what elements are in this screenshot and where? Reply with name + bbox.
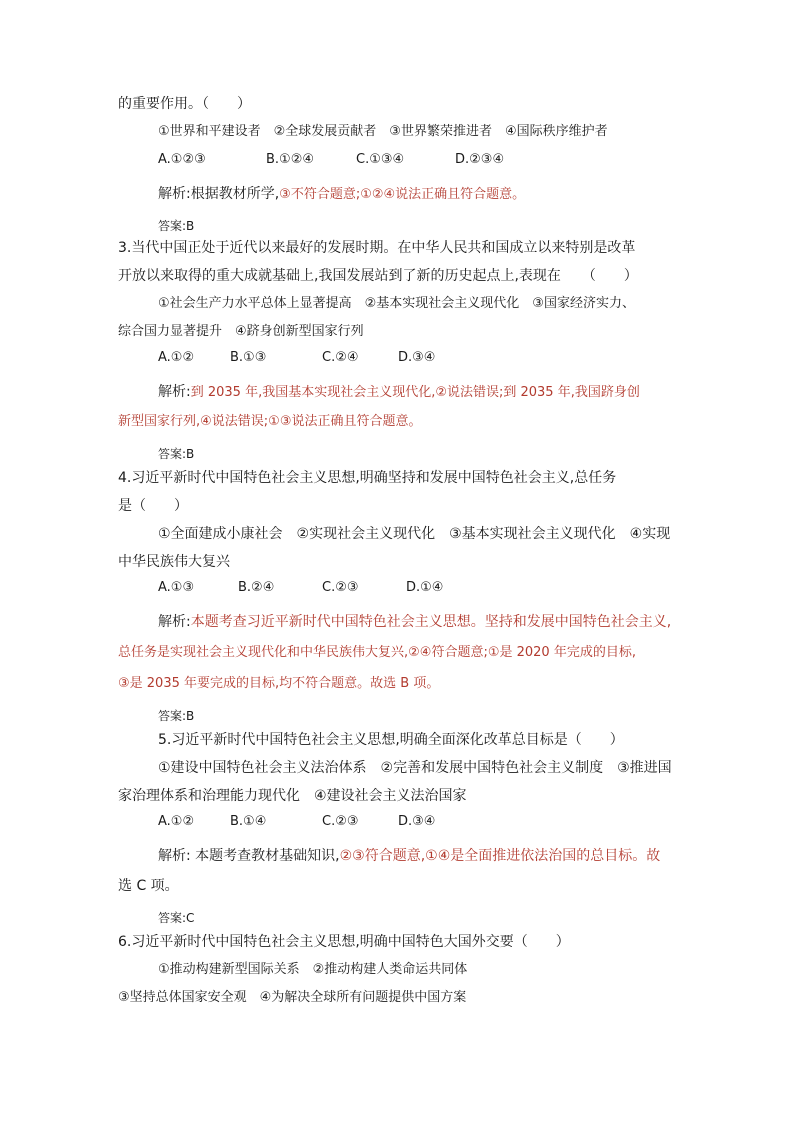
- q6-stem: 6.习近平新时代中国特色社会主义思想,明确中国特色大国外交要（ ）: [118, 934, 570, 950]
- q5-analysis-black: 本题考查教材基础知识,: [190, 848, 340, 864]
- q2-choice-d: D.②③④: [455, 152, 505, 167]
- q5-analysis-red: ②③符合题意,①④是全面推进依法治国的总目标。故: [339, 848, 661, 864]
- q3-answer: 答案:B: [158, 447, 195, 461]
- q2-options: ①世界和平建设者 ②全球发展贡献者 ③世界繁荣推进者 ④国际秩序维护者: [158, 124, 608, 139]
- q2-answer: 答案:B: [158, 219, 195, 233]
- q5-analysis-line-2: 选 C 项。: [118, 878, 179, 894]
- q4-stem-line-1: 4.习近平新时代中国特色社会主义思想,明确坚持和发展中国特色社会主义,总任务: [118, 470, 617, 486]
- q5-stem: 5.习近平新时代中国特色社会主义思想,明确全面深化改革总目标是（ ）: [158, 732, 624, 748]
- q4-choice-c: C.②③: [322, 580, 359, 595]
- q4-choice-b: B.②④: [238, 580, 275, 595]
- q2-choice-c: C.①③④: [356, 152, 405, 167]
- q4-choice-a: A.①③: [158, 580, 195, 595]
- q6-options-line-1: ①推动构建新型国际关系 ②推动构建人类命运共同体: [158, 962, 468, 977]
- analysis-label: 解析:: [158, 848, 191, 864]
- q4-answer: 答案:B: [158, 709, 195, 723]
- q3-choice-d: D.③④: [398, 350, 436, 365]
- q3-choice-c: C.②④: [322, 350, 359, 365]
- q2-choice-a: A.①②③: [158, 152, 206, 167]
- q5-answer: 答案:C: [158, 911, 195, 925]
- q5-choice-b: B.①④: [230, 814, 267, 829]
- q6-options-line-2: ③坚持总体国家安全观 ④为解决全球所有问题提供中国方案: [118, 990, 467, 1005]
- q2-analysis: [158, 184, 525, 205]
- q5-analysis-line-1: [158, 846, 660, 866]
- q3-analysis-line-2: 新型国家行列,④说法错误;①③说法正确且符合题意。: [118, 414, 422, 429]
- q2-choice-b: B.①②④: [266, 152, 315, 167]
- analysis-label: 解析:: [158, 614, 191, 630]
- q5-options-line-2: 家治理体系和治理能力现代化 ④建设社会主义法治国家: [118, 788, 467, 804]
- analysis-label: 解析:: [158, 384, 191, 400]
- q4-analysis-line-1: [158, 612, 671, 632]
- q4-analysis-line-3: ③是 2035 年要完成的目标,均不符合题意。故选 B 项。: [118, 676, 440, 691]
- q2-analysis-red: ③不符合题意;①②④说法正确且符合题意。: [279, 187, 526, 202]
- q5-choice-c: C.②③: [322, 814, 359, 829]
- q5-choice-d: D.③④: [398, 814, 436, 829]
- q3-options-line-1: ①社会生产力水平总体上显著提高 ②基本实现社会主义现代化 ③国家经济实力、: [158, 296, 635, 311]
- q3-analysis-line-1: [158, 382, 640, 403]
- q5-options-line-1: ①建设中国特色社会主义法治体系 ②完善和发展中国特色社会主义制度 ③推进国: [158, 760, 672, 776]
- q5-choice-a: A.①②: [158, 814, 195, 829]
- q2-analysis-black: 根据教材所学,: [190, 186, 280, 202]
- q4-options-line-1: ①全面建成小康社会 ②实现社会主义现代化 ③基本实现社会主义现代化 ④实现: [158, 526, 671, 542]
- q4-analysis-red-1: 本题考查习近平新时代中国特色社会主义思想。坚持和发展中国特色社会主义,: [190, 614, 672, 630]
- q4-choice-d: D.①④: [406, 580, 444, 595]
- q3-choice-b: B.①③: [230, 350, 267, 365]
- q3-analysis-red-1: 到 2035 年,我国基本实现社会主义现代化,②说法错误;到 2035 年,我国跻身创: [190, 385, 640, 400]
- q3-choice-a: A.①②: [158, 350, 195, 365]
- analysis-label: 解析:: [158, 186, 191, 202]
- q4-analysis-line-2: 总任务是实现社会主义现代化和中华民族伟大复兴,②④符合题意;①是 2020 年完成的目标,: [118, 645, 636, 660]
- q4-stem-line-2: 是（ ）: [118, 498, 188, 514]
- q3-options-line-2: 综合国力显著提升 ④跻身创新型国家行列: [118, 324, 364, 339]
- q3-stem-line-1: 3.当代中国正处于近代以来最好的发展时期。在中华人民共和国成立以来特别是改革: [118, 240, 636, 256]
- q2-stem-tail: 的重要作用。（ ）: [118, 96, 251, 112]
- q4-options-line-2: 中华民族伟大复兴: [118, 554, 230, 570]
- q3-stem-line-2: 开放以来取得的重大成就基础上,我国发展站到了新的历史起点上,表现在 （ ）: [118, 268, 638, 284]
